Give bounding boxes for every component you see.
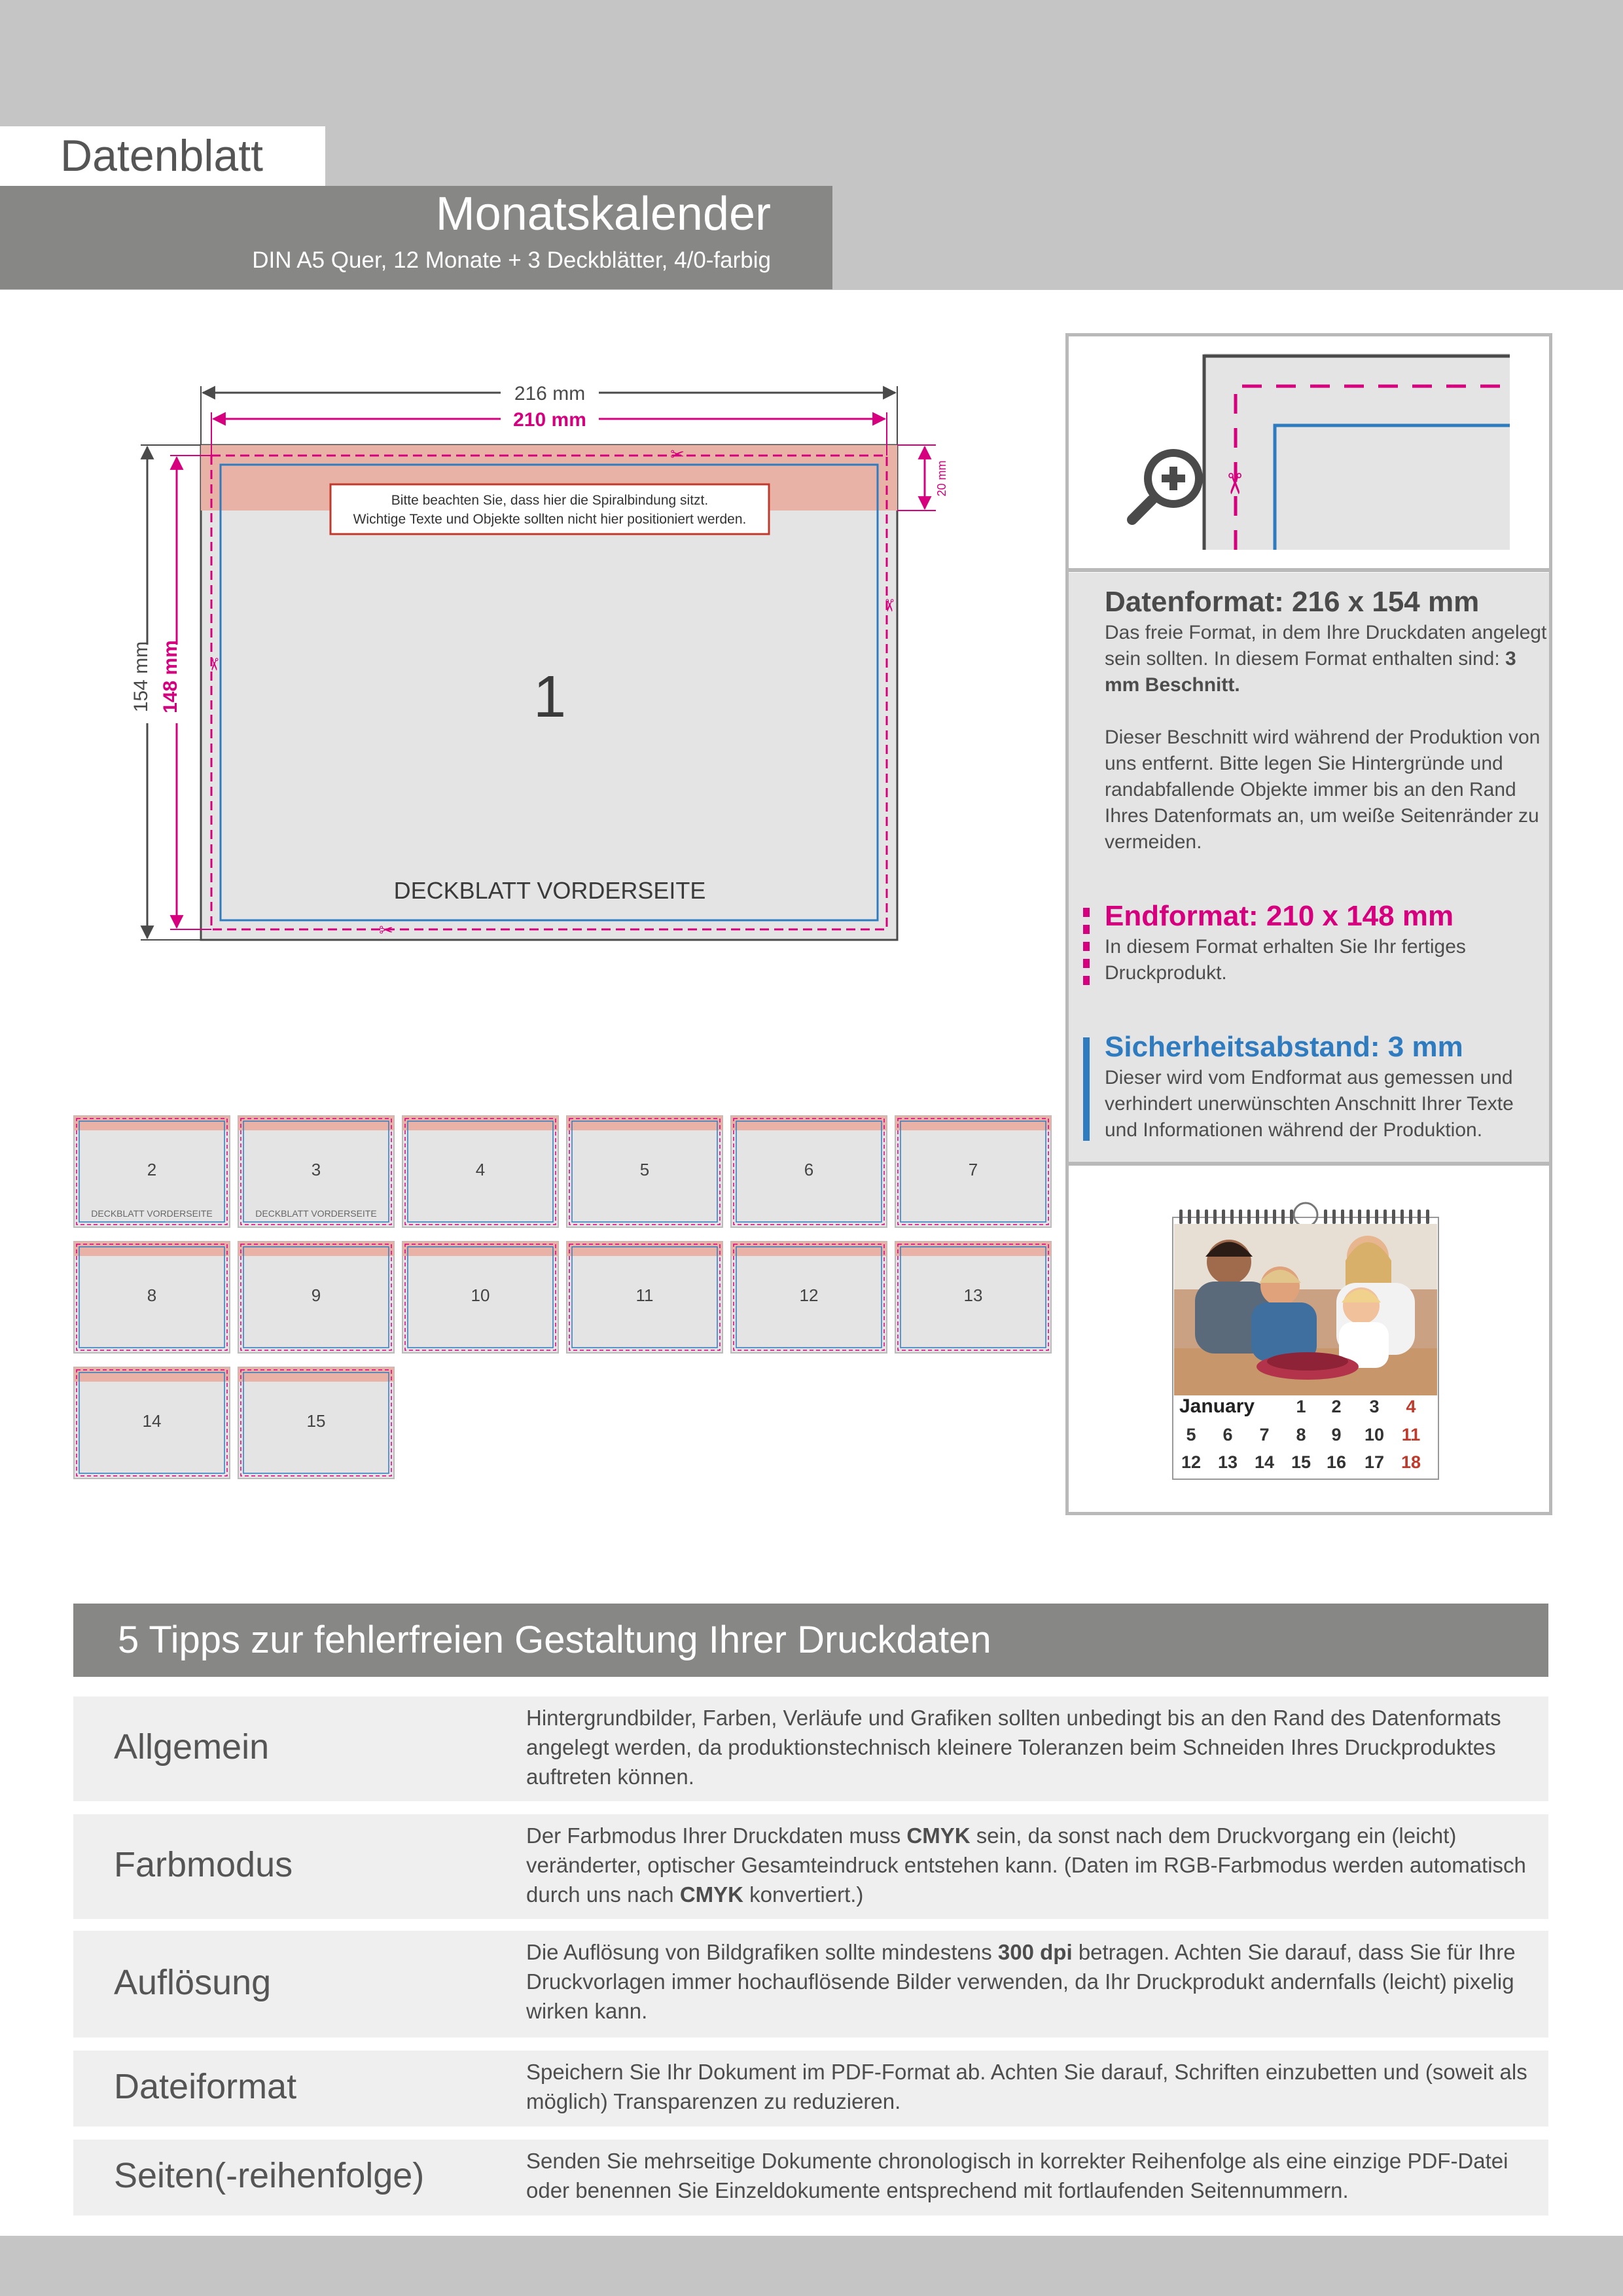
tip-row-aufloesung (73, 1931, 1548, 2037)
tip-text-part: betragen. Achten Sie darauf, dass Sie für Ihre Druckvorlagen immer hochauflösende Bilder verwenden, da Ihr Druckprodukt andernfalls (leicht) pixelig wirken kann. (526, 1940, 1516, 2023)
thumbnail-grid (73, 1115, 1055, 1482)
binding-notice-line2: Wichtige Texte und Objekte sollten nicht hier positioniert werden. (353, 512, 747, 527)
page-thumbnail (895, 1115, 1052, 1228)
thumbnail-number: 10 (471, 1285, 490, 1305)
calendar-day: 4 (1406, 1397, 1416, 1416)
page-thumbnail (238, 1115, 395, 1228)
endformat-marker (1083, 908, 1090, 985)
datenformat-heading: Datenformat: 216 x 154 mm (1105, 586, 1480, 618)
sicherheit-text: Dieser wird vom Endformat aus gemessen und verhindert unerwünschten Anschnitt Ihrer Texte und Informationen während der Produktion. (1105, 1067, 1514, 1141)
tip-label: Auflösung (114, 1963, 272, 2002)
calendar-month: January (1179, 1395, 1255, 1417)
page-thumbnail (566, 1115, 723, 1228)
calendar-day: 2 (1331, 1397, 1342, 1416)
footer-band (0, 2236, 1623, 2296)
thumbnail-number: 13 (963, 1285, 983, 1305)
tip-row-dateiformat (73, 2051, 1548, 2126)
calendar-day: 13 (1217, 1452, 1238, 1472)
page-subtitle: DIN A5 Quer, 12 Monate + 3 Deckblätter, 4/0-farbig (252, 247, 771, 273)
page-thumbnail (895, 1241, 1052, 1354)
page-thumbnail (73, 1367, 230, 1479)
datenformat-text-a: Das freie Format, in dem Ihre Druckdaten angelegt sein sollten. In diesem Format enthalten sind: (1105, 622, 1547, 670)
thumbnail-number: 7 (968, 1160, 978, 1179)
calendar-day: 18 (1400, 1452, 1421, 1472)
spiral-ring (1281, 1210, 1285, 1224)
spiral-ring (1418, 1210, 1421, 1224)
tip-text-part: sein, da sonst nach dem Druckvorgang ein (leicht) veränderter, optischer Gesamteindruck entstehen kann. (Daten im RGB-Farbmodus werden automatisch durch uns nach (526, 1823, 1526, 1907)
tip-row-allgemein (73, 1696, 1548, 1801)
format-legend (1069, 573, 1549, 1162)
thumbnail-number: 11 (635, 1285, 654, 1305)
page-thumbnail (73, 1115, 230, 1228)
page-thumbnail (730, 1115, 887, 1228)
spiral-ring (1383, 1210, 1387, 1224)
tip-text-bold: 300 dpi (997, 1940, 1073, 1964)
datenblatt-label: Datenblatt (60, 131, 263, 181)
calendar-day: 11 (1401, 1425, 1421, 1444)
zoom-in-icon (1132, 449, 1203, 520)
datenformat-text2: Dieser Beschnitt wird während der Produktion von uns entfernt. Bitte legen Sie Hintergründe und randabfallende Objekte immer bis an den Rand Ihres Datenformats an, um weiße Seitenränder zu vermeiden. (1105, 726, 1541, 853)
tip-text: Speichern Sie Ihr Dokument im PDF-Format ab. Achten Sie darauf, Schriften einzubetten und (soweit als möglich) Transparenzen zu reduzieren. (526, 2060, 1527, 2113)
calendar-day: 6 (1222, 1425, 1233, 1444)
scissors-icon: ✂ (379, 920, 393, 940)
zoom-detail (1069, 336, 1549, 569)
thumbnail-number: 12 (799, 1285, 819, 1305)
thumbnail-caption: DECKBLATT VORDERSEITE (255, 1208, 377, 1219)
datenformat-text-bold: 3 mm Beschnitt. (1105, 648, 1516, 696)
spiral-ring (1409, 1210, 1412, 1224)
spiral-ring (1196, 1210, 1200, 1224)
page-thumbnail (402, 1241, 559, 1354)
tip-text-bold: CMYK (906, 1823, 971, 1848)
spiral-ring (1247, 1210, 1251, 1224)
page-thumbnail (238, 1367, 395, 1479)
thumbnail-number: 6 (804, 1160, 814, 1179)
endformat-text: In diesem Format erhalten Sie Ihr fertiges Druckprodukt. (1105, 936, 1466, 984)
divider (1069, 568, 1549, 572)
sicherheit-heading: Sicherheitsabstand: 3 mm (1105, 1031, 1463, 1063)
calendar-day: 1 (1296, 1397, 1306, 1416)
calendar-preview (1165, 1198, 1446, 1486)
scissors-icon: ✂ (670, 444, 685, 464)
tip-text-part: Die Auflösung von Bildgrafiken sollte mindestens (526, 1940, 992, 1964)
page-caption: DECKBLATT VORDERSEITE (393, 877, 706, 904)
spiral-ring (1375, 1210, 1378, 1224)
tip-label: Dateiformat (114, 2067, 297, 2106)
spiral-ring (1400, 1210, 1404, 1224)
calendar-day: 17 (1364, 1452, 1385, 1472)
scissors-icon: ✂ (880, 598, 899, 613)
tip-text (526, 1821, 1547, 1909)
thumbnail-number: 8 (147, 1285, 157, 1305)
calendar-day: 15 (1291, 1452, 1311, 1472)
final-width-label: 210 mm (513, 409, 586, 431)
tip-label: Allgemein (114, 1727, 270, 1767)
spiral-ring (1264, 1210, 1268, 1224)
page-number: 1 (533, 664, 567, 730)
page-thumbnail (730, 1241, 887, 1354)
calendar-day: 7 (1259, 1425, 1270, 1444)
calendar-day: 14 (1254, 1452, 1275, 1472)
tip-label: Seiten(-reihenfolge) (114, 2156, 425, 2195)
scissors-icon: ✂ (204, 657, 224, 672)
spiral-ring (1256, 1210, 1259, 1224)
thumbnail-number: 5 (639, 1160, 650, 1179)
tips-title: 5 Tipps zur fehlerfreien Gestaltung Ihrer Druckdaten (118, 1619, 991, 1661)
thumbnail-number: 14 (142, 1411, 162, 1431)
spiral-ring (1358, 1210, 1361, 1224)
page-thumbnail (73, 1241, 230, 1354)
spiral-ring (1332, 1210, 1336, 1224)
format-diagram (118, 367, 948, 956)
tip-row-farbmodus (73, 1814, 1548, 1919)
binding-label: 20 mm (935, 460, 948, 497)
spiral-ring (1366, 1210, 1370, 1224)
spiral-ring (1349, 1210, 1353, 1224)
safety-marker (1083, 1037, 1090, 1141)
page-thumbnail (238, 1241, 395, 1354)
calendar-day: 5 (1186, 1425, 1196, 1444)
binding-notice-line1: Bitte beachten Sie, dass hier die Spiralbindung sitzt. (391, 493, 709, 508)
page-thumbnail (402, 1115, 559, 1228)
thumbnail-number: 4 (475, 1160, 486, 1179)
spiral-ring (1205, 1210, 1208, 1224)
tip-label: Farbmodus (114, 1845, 293, 1884)
spiral-ring (1392, 1210, 1395, 1224)
tip-text-part: Der Farbmodus Ihrer Druckdaten muss (526, 1823, 901, 1848)
tip-text: Hintergrundbilder, Farben, Verläufe und Grafiken sollten unbedingt bis an den Rand des Datenformats angelegt werden, da produktionstechnisch kleinere Toleranzen beim Schneiden Ihres Druckproduktes auftreten können. (526, 1706, 1501, 1789)
tip-text-bold: CMYK (679, 1882, 743, 1907)
spiral-ring (1426, 1210, 1429, 1224)
endformat-heading: Endformat: 210 x 148 mm (1105, 900, 1454, 932)
spiral-ring (1222, 1210, 1225, 1224)
final-height-label: 148 mm (160, 640, 181, 713)
thumbnail-caption: DECKBLATT VORDERSEITE (91, 1208, 213, 1219)
datenformat-text (1105, 620, 1550, 698)
thumbnail-number: 3 (311, 1160, 321, 1179)
spiral-ring (1239, 1210, 1242, 1224)
spiral-ring (1179, 1210, 1183, 1224)
calendar-day: 10 (1364, 1425, 1385, 1444)
calendar-day: 9 (1331, 1425, 1342, 1444)
spiral-ring (1213, 1210, 1217, 1224)
family-photo (1174, 1224, 1437, 1395)
spiral-ring (1324, 1210, 1327, 1224)
spiral-ring (1273, 1210, 1276, 1224)
calendar-day: 8 (1296, 1425, 1306, 1444)
page-thumbnail (566, 1241, 723, 1354)
height-label: 154 mm (130, 641, 152, 713)
spiral-ring (1341, 1210, 1344, 1224)
thumbnail-number: 2 (147, 1160, 157, 1179)
tip-row-seiten (73, 2140, 1548, 2215)
zoom-detail-graphic (1069, 336, 1549, 569)
page-title: Monatskalender (435, 188, 771, 240)
tip-text-part: konvertiert.) (749, 1882, 864, 1907)
calendar-day: 16 (1326, 1452, 1347, 1472)
scissors-icon: ✂ (1218, 471, 1250, 496)
divider (1069, 1162, 1549, 1166)
width-label: 216 mm (514, 383, 586, 404)
tip-text: Senden Sie mehrseitige Dokumente chronologisch in korrekter Reihenfolge als eine einzige PDF-Datei oder benennen Sie Einzeldokumente entsprechend mit fortlaufenden Seitennummern. (526, 2149, 1508, 2202)
calendar-day: 3 (1369, 1397, 1380, 1416)
tip-text (526, 1937, 1547, 2026)
thumbnail-number: 15 (306, 1411, 326, 1431)
spiral-ring (1230, 1210, 1234, 1224)
spiral-ring (1290, 1210, 1293, 1224)
thumbnail-number: 9 (311, 1285, 321, 1305)
spiral-ring (1188, 1210, 1191, 1224)
calendar-day: 12 (1181, 1452, 1202, 1472)
